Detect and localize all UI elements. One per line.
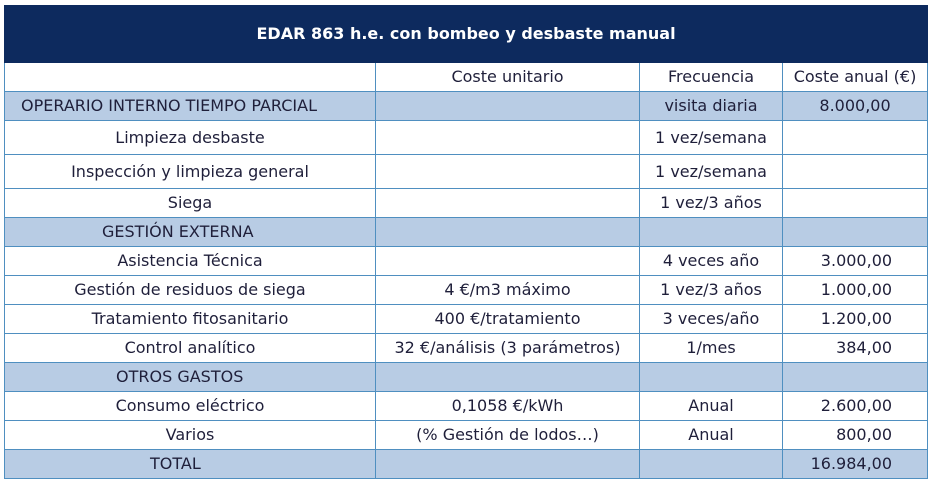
row-frequency: visita diaria: [640, 92, 783, 121]
row-concept: Control analítico: [5, 334, 376, 363]
section-row-gestion-externa: [5, 218, 928, 247]
row-frequency: [640, 363, 783, 392]
section-row-otros-gastos: [5, 363, 928, 392]
row-annual-cost: [783, 189, 928, 218]
row-unit-cost: 0,1058 €/kWh: [376, 392, 640, 421]
title-row: [5, 6, 928, 63]
table-row: [5, 155, 928, 189]
row-annual-cost: [783, 121, 928, 155]
total-annual-cost: 16.984,00: [783, 450, 928, 479]
table-row: [5, 392, 928, 421]
row-concept: Siega: [5, 189, 376, 218]
column-header-annual-cost: Coste anual (€): [783, 63, 928, 92]
row-concept: Asistencia Técnica: [5, 247, 376, 276]
row-concept: GESTIÓN EXTERNA: [5, 218, 376, 247]
row-frequency: Anual: [640, 392, 783, 421]
row-annual-cost: [783, 363, 928, 392]
row-annual-cost: 800,00: [783, 421, 928, 450]
cost-table: [4, 5, 928, 479]
row-concept: Consumo eléctrico: [5, 392, 376, 421]
table-row: [5, 247, 928, 276]
row-frequency: 1 vez/semana: [640, 155, 783, 189]
row-frequency: Anual: [640, 421, 783, 450]
row-unit-cost: 32 €/análisis (3 parámetros): [376, 334, 640, 363]
section-row-operario: [5, 92, 928, 121]
row-frequency: 1 vez/3 años: [640, 276, 783, 305]
table-row: [5, 189, 928, 218]
row-annual-cost: 1.000,00: [783, 276, 928, 305]
table-row: [5, 121, 928, 155]
row-annual-cost: 8.000,00: [783, 92, 928, 121]
row-unit-cost: (% Gestión de lodos…): [376, 421, 640, 450]
row-concept: Varios: [5, 421, 376, 450]
row-unit-cost: 400 €/tratamiento: [376, 305, 640, 334]
column-header-frequency: Frecuencia: [640, 63, 783, 92]
row-unit-cost: [376, 92, 640, 121]
row-annual-cost: [783, 155, 928, 189]
total-row: [5, 450, 928, 479]
row-unit-cost: [376, 155, 640, 189]
row-concept: OTROS GASTOS: [5, 363, 376, 392]
row-unit-cost: [376, 450, 640, 479]
row-annual-cost: 3.000,00: [783, 247, 928, 276]
row-concept: OPERARIO INTERNO TIEMPO PARCIAL: [5, 92, 376, 121]
row-annual-cost: 384,00: [783, 334, 928, 363]
row-concept: Limpieza desbaste: [5, 121, 376, 155]
row-annual-cost: 2.600,00: [783, 392, 928, 421]
column-header-row: [5, 63, 928, 92]
total-label: TOTAL: [5, 450, 376, 479]
table-row: [5, 334, 928, 363]
column-header-unit-cost: Coste unitario: [376, 63, 640, 92]
row-frequency: 3 veces/año: [640, 305, 783, 334]
row-unit-cost: [376, 121, 640, 155]
row-annual-cost: [783, 218, 928, 247]
row-unit-cost: [376, 218, 640, 247]
row-frequency: [640, 450, 783, 479]
row-frequency: 1 vez/semana: [640, 121, 783, 155]
row-concept: Inspección y limpieza general: [5, 155, 376, 189]
row-concept: Gestión de residuos de siega: [5, 276, 376, 305]
row-unit-cost: [376, 247, 640, 276]
row-unit-cost: [376, 189, 640, 218]
row-annual-cost: 1.200,00: [783, 305, 928, 334]
table-title: EDAR 863 h.e. con bombeo y desbaste manual: [5, 6, 928, 63]
row-concept: Tratamiento fitosanitario: [5, 305, 376, 334]
row-unit-cost: 4 €/m3 máximo: [376, 276, 640, 305]
row-frequency: 4 veces año: [640, 247, 783, 276]
row-frequency: [640, 218, 783, 247]
column-header-concept: [5, 63, 376, 92]
table-row: [5, 305, 928, 334]
table-row: [5, 276, 928, 305]
cost-table-container: [4, 5, 927, 479]
table-row: [5, 421, 928, 450]
row-frequency: 1 vez/3 años: [640, 189, 783, 218]
row-frequency: 1/mes: [640, 334, 783, 363]
row-unit-cost: [376, 363, 640, 392]
